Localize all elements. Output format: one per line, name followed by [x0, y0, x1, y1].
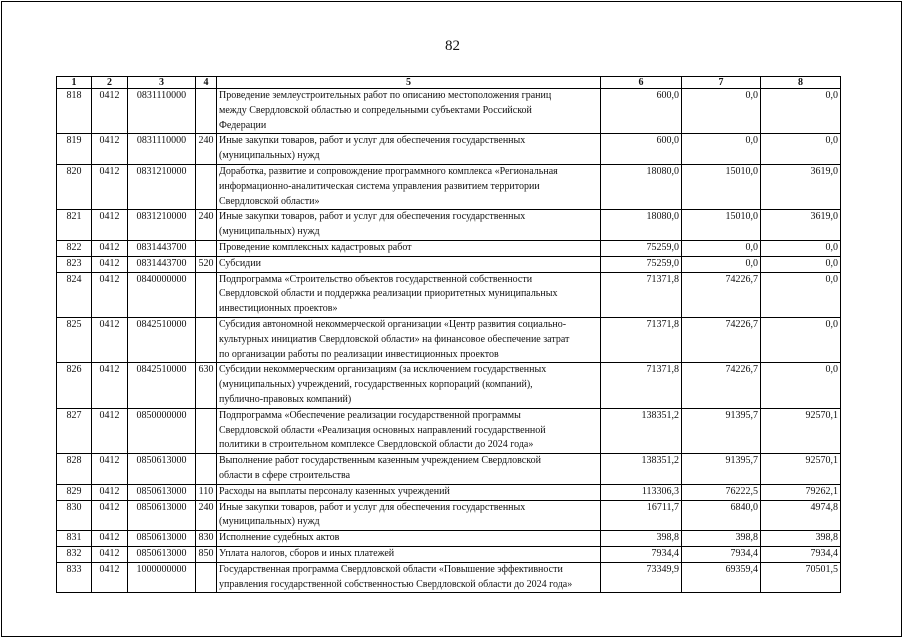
expense-name-line: (муниципальных) нужд — [219, 226, 320, 238]
table-row — [57, 363, 841, 408]
section-code-cell: 0412 — [92, 546, 128, 562]
expense-name-cell — [217, 272, 601, 317]
expense-type-code-cell — [196, 89, 217, 134]
table-row — [57, 272, 841, 317]
section-code-cell: 0412 — [92, 454, 128, 485]
target-article-code-cell: 0850613000 — [128, 454, 196, 485]
expense-name-cell — [217, 531, 601, 547]
table-row — [57, 134, 841, 165]
expense-name-line: (муниципальных) нужд — [219, 516, 320, 528]
section-code-cell: 0412 — [92, 484, 128, 500]
table-row — [57, 546, 841, 562]
amount-cell-6: 600,0 — [601, 134, 682, 165]
expense-type-code-cell: 240 — [196, 210, 217, 241]
table-row — [57, 562, 841, 593]
amount-cell-8: 92570,1 — [761, 408, 841, 453]
target-article-code-cell: 0842510000 — [128, 363, 196, 408]
amount-cell-7: 74226,7 — [682, 363, 761, 408]
amount-cell-6: 18080,0 — [601, 164, 682, 209]
amount-cell-8: 0,0 — [761, 256, 841, 272]
amount-cell-8: 398,8 — [761, 531, 841, 547]
section-code-cell: 0412 — [92, 240, 128, 256]
expense-name-line: Субсидии — [219, 257, 261, 269]
expense-name-line: Иные закупки товаров, работ и услуг для обеспечения государственных — [219, 501, 526, 513]
expense-name-line: Субсидия автономной некоммерческой организации «Центр развития социально- — [219, 318, 567, 330]
column-header: 2 — [92, 77, 128, 89]
target-article-code-cell: 0831443700 — [128, 240, 196, 256]
expense-type-code-cell: 850 — [196, 546, 217, 562]
amount-cell-6: 75259,0 — [601, 256, 682, 272]
expense-name-cell — [217, 256, 601, 272]
row-number-cell: 818 — [57, 89, 92, 134]
amount-cell-7: 74226,7 — [682, 272, 761, 317]
amount-cell-8: 0,0 — [761, 134, 841, 165]
target-article-code-cell: 0831210000 — [128, 164, 196, 209]
section-code-cell: 0412 — [92, 531, 128, 547]
section-code-cell: 0412 — [92, 164, 128, 209]
amount-cell-7: 0,0 — [682, 256, 761, 272]
row-number-cell: 819 — [57, 134, 92, 165]
expense-name-line: Государственная программа Свердловской области «Повышение эффективности — [219, 563, 563, 575]
expense-name-line: публично-правовых компаний) — [219, 393, 352, 405]
amount-cell-8: 7934,4 — [761, 546, 841, 562]
section-code-cell: 0412 — [92, 89, 128, 134]
expense-name-cell — [217, 240, 601, 256]
table-row — [57, 484, 841, 500]
target-article-code-cell: 0831443700 — [128, 256, 196, 272]
amount-cell-8: 3619,0 — [761, 164, 841, 209]
section-code-cell: 0412 — [92, 317, 128, 362]
target-article-code-cell: 0831110000 — [128, 89, 196, 134]
expense-name-cell — [217, 408, 601, 453]
amount-cell-6: 18080,0 — [601, 210, 682, 241]
table-row — [57, 317, 841, 362]
amount-cell-8: 0,0 — [761, 240, 841, 256]
expense-name-cell — [217, 317, 601, 362]
expense-type-code-cell — [196, 562, 217, 593]
expense-name-cell — [217, 164, 601, 209]
expense-name-line: Подпрограмма «Строительство объектов государственной собственности — [219, 273, 533, 285]
expense-name-line: по организации работы по реализации инвестиционных проектов — [219, 348, 499, 360]
expense-type-code-cell: 110 — [196, 484, 217, 500]
amount-cell-8: 0,0 — [761, 272, 841, 317]
table-row — [57, 500, 841, 531]
amount-cell-7: 91395,7 — [682, 454, 761, 485]
amount-cell-8: 79262,1 — [761, 484, 841, 500]
expense-name-line: Подпрограмма «Обеспечение реализации государственной программы — [219, 409, 521, 421]
amount-cell-7: 0,0 — [682, 240, 761, 256]
section-code-cell: 0412 — [92, 272, 128, 317]
amount-cell-7: 7934,4 — [682, 546, 761, 562]
section-code-cell: 0412 — [92, 562, 128, 593]
expense-name-cell — [217, 562, 601, 593]
target-article-code-cell: 1000000000 — [128, 562, 196, 593]
amount-cell-8: 92570,1 — [761, 454, 841, 485]
expense-type-code-cell: 240 — [196, 500, 217, 531]
amount-cell-7: 91395,7 — [682, 408, 761, 453]
table-body — [57, 89, 841, 593]
section-code-cell: 0412 — [92, 256, 128, 272]
expense-type-code-cell — [196, 272, 217, 317]
section-code-cell: 0412 — [92, 210, 128, 241]
expense-name-line: Иные закупки товаров, работ и услуг для обеспечения государственных — [219, 135, 526, 147]
expense-name-line: информационно-аналитическая система управления развитием территории — [219, 180, 540, 192]
budget-table — [56, 76, 841, 593]
page-number: 82 — [445, 38, 460, 54]
target-article-code-cell: 0850000000 — [128, 408, 196, 453]
amount-cell-7: 0,0 — [682, 89, 761, 134]
row-number-cell: 828 — [57, 454, 92, 485]
row-number-cell: 825 — [57, 317, 92, 362]
column-header: 6 — [601, 77, 682, 89]
amount-cell-8: 0,0 — [761, 89, 841, 134]
amount-cell-6: 7934,4 — [601, 546, 682, 562]
expense-name-line: Проведение землеустроительных работ по описанию местоположения границ — [219, 90, 552, 101]
amount-cell-6: 138351,2 — [601, 454, 682, 485]
row-number-cell: 831 — [57, 531, 92, 547]
row-number-cell: 830 — [57, 500, 92, 531]
section-code-cell: 0412 — [92, 363, 128, 408]
amount-cell-7: 0,0 — [682, 134, 761, 165]
section-code-cell: 0412 — [92, 500, 128, 531]
row-number-cell: 832 — [57, 546, 92, 562]
row-number-cell: 821 — [57, 210, 92, 241]
column-header: 1 — [57, 77, 92, 89]
row-number-cell: 824 — [57, 272, 92, 317]
amount-cell-6: 113306,3 — [601, 484, 682, 500]
table-row — [57, 89, 841, 134]
row-number-cell: 829 — [57, 484, 92, 500]
expense-name-line: Доработка, развитие и сопровождение программного комплекса «Региональная — [219, 165, 558, 177]
row-number-cell: 827 — [57, 408, 92, 453]
expense-type-code-cell: 630 — [196, 363, 217, 408]
expense-type-code-cell — [196, 454, 217, 485]
expense-type-code-cell: 520 — [196, 256, 217, 272]
expense-name-line: управления государственной собственностью Свердловской области до 2024 года» — [219, 578, 573, 590]
table-row — [57, 256, 841, 272]
target-article-code-cell: 0840000000 — [128, 272, 196, 317]
column-header: 8 — [761, 77, 841, 89]
expense-type-code-cell — [196, 240, 217, 256]
amount-cell-8: 70501,5 — [761, 562, 841, 593]
expense-name-line: области в сфере строительства — [219, 469, 351, 481]
expense-name-line: Расходы на выплаты персоналу казенных учреждений — [219, 485, 450, 497]
expense-name-cell — [217, 363, 601, 408]
amount-cell-7: 15010,0 — [682, 210, 761, 241]
amount-cell-6: 73349,9 — [601, 562, 682, 593]
amount-cell-8: 4974,8 — [761, 500, 841, 531]
expense-name-cell — [217, 134, 601, 165]
amount-cell-7: 6840,0 — [682, 500, 761, 531]
expense-name-line: Свердловской области» — [219, 195, 320, 207]
section-code-cell: 0412 — [92, 134, 128, 165]
expense-name-cell — [217, 89, 601, 134]
amount-cell-8: 3619,0 — [761, 210, 841, 241]
expense-name-line: Свердловской области и поддержка реализации приоритетных муниципальных — [219, 288, 558, 300]
target-article-code-cell: 0831210000 — [128, 210, 196, 241]
expense-type-code-cell: 240 — [196, 134, 217, 165]
amount-cell-6: 75259,0 — [601, 240, 682, 256]
amount-cell-7: 398,8 — [682, 531, 761, 547]
column-header: 4 — [196, 77, 217, 89]
expense-name-cell — [217, 500, 601, 531]
column-header: 7 — [682, 77, 761, 89]
expense-name-line: политики в строительном комплексе Свердловской области до 2024 года» — [219, 439, 534, 451]
header-row — [57, 77, 841, 89]
expense-name-line: Субсидии некоммерческим организациям (за исключением государственных — [219, 364, 547, 376]
target-article-code-cell: 0831110000 — [128, 134, 196, 165]
expense-name-cell — [217, 454, 601, 485]
amount-cell-8: 0,0 — [761, 363, 841, 408]
target-article-code-cell: 0850613000 — [128, 484, 196, 500]
expense-name-line: Федерации — [219, 119, 267, 131]
expense-name-line: культурных инициатив Свердловской области» на финансовое обеспечение затрат — [219, 333, 570, 345]
expense-name-line: (муниципальных) учреждений, государственных корпораций (компаний), — [219, 379, 533, 391]
table-row — [57, 454, 841, 485]
expense-name-line: Исполнение судебных актов — [219, 532, 340, 544]
target-article-code-cell: 0850613000 — [128, 500, 196, 531]
row-number-cell: 826 — [57, 363, 92, 408]
table-row — [57, 531, 841, 547]
amount-cell-6: 71371,8 — [601, 272, 682, 317]
expense-name-line: Иные закупки товаров, работ и услуг для обеспечения государственных — [219, 211, 526, 223]
expense-name-cell — [217, 484, 601, 500]
section-code-cell: 0412 — [92, 408, 128, 453]
column-header: 5 — [217, 77, 601, 89]
expense-type-code-cell — [196, 408, 217, 453]
expense-type-code-cell — [196, 164, 217, 209]
expense-name-line: Проведение комплексных кадастровых работ — [219, 241, 412, 253]
row-number-cell: 823 — [57, 256, 92, 272]
expense-name-line: инвестиционных проектов» — [219, 303, 338, 315]
amount-cell-6: 71371,8 — [601, 363, 682, 408]
amount-cell-7: 76222,5 — [682, 484, 761, 500]
expense-type-code-cell: 830 — [196, 531, 217, 547]
target-article-code-cell: 0842510000 — [128, 317, 196, 362]
table-row — [57, 240, 841, 256]
expense-name-line: между Свердловской областью и сопредельными субъектами Российской — [219, 104, 532, 116]
table-row — [57, 408, 841, 453]
table-row — [57, 164, 841, 209]
table-row — [57, 210, 841, 241]
expense-name-line: Выполнение работ государственным казенным учреждением Свердловской — [219, 455, 541, 467]
amount-cell-6: 71371,8 — [601, 317, 682, 362]
target-article-code-cell: 0850613000 — [128, 546, 196, 562]
amount-cell-6: 16711,7 — [601, 500, 682, 531]
amount-cell-7: 15010,0 — [682, 164, 761, 209]
row-number-cell: 820 — [57, 164, 92, 209]
amount-cell-7: 69359,4 — [682, 562, 761, 593]
amount-cell-6: 600,0 — [601, 89, 682, 134]
expense-name-line: Уплата налогов, сборов и иных платежей — [219, 547, 395, 559]
amount-cell-6: 138351,2 — [601, 408, 682, 453]
expense-name-line: (муниципальных) нужд — [219, 150, 320, 162]
amount-cell-6: 398,8 — [601, 531, 682, 547]
amount-cell-7: 74226,7 — [682, 317, 761, 362]
expense-name-cell — [217, 210, 601, 241]
amount-cell-8: 0,0 — [761, 317, 841, 362]
expense-type-code-cell — [196, 317, 217, 362]
row-number-cell: 822 — [57, 240, 92, 256]
expense-name-cell — [217, 546, 601, 562]
expense-name-line: Свердловской области «Реализация основных направлений государственной — [219, 424, 546, 436]
row-number-cell: 833 — [57, 562, 92, 593]
target-article-code-cell: 0850613000 — [128, 531, 196, 547]
column-header: 3 — [128, 77, 196, 89]
